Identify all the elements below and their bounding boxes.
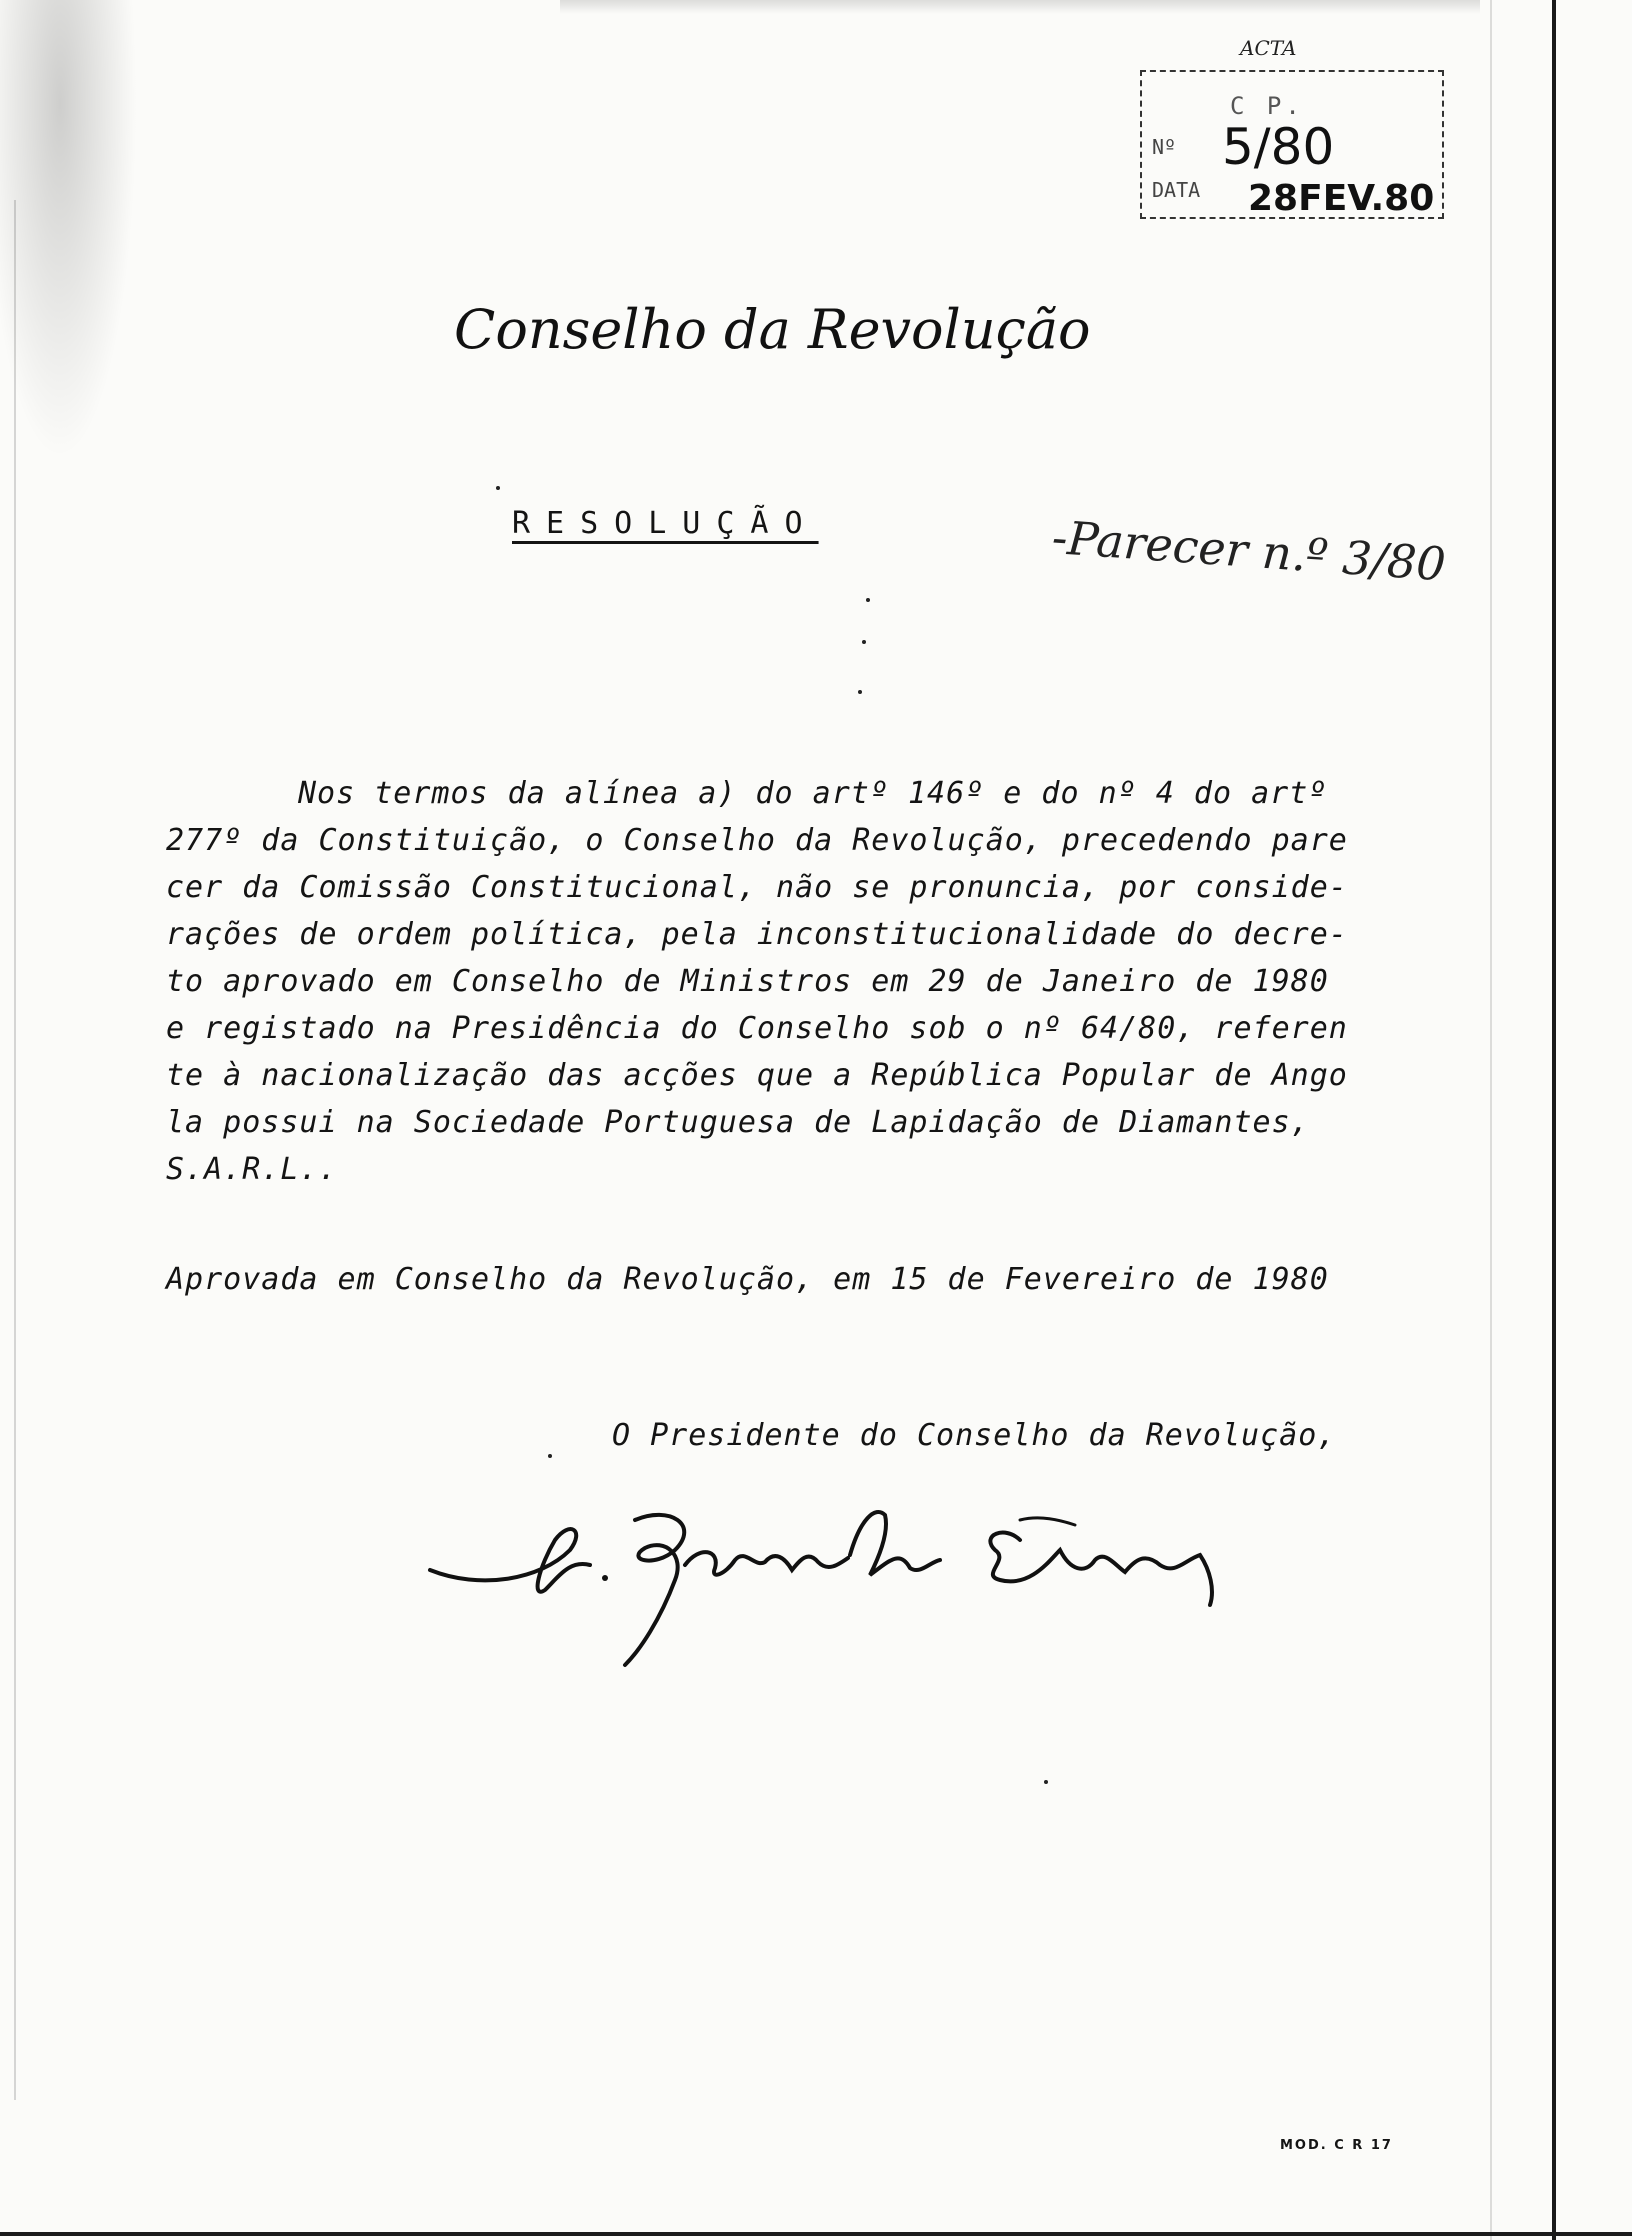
stray-mark xyxy=(862,640,866,644)
scan-edge-faint xyxy=(1490,0,1492,2240)
scan-edge-bottom xyxy=(0,2232,1632,2236)
letterhead: Conselho da Revolução xyxy=(454,298,1091,361)
stray-mark xyxy=(858,690,862,694)
body-line: la possui na Sociedade Portuguesa de Lapidação de Diamantes, xyxy=(166,1105,1310,1140)
body-line: 277º da Constituição, o Conselho da Revolução, precedendo pare xyxy=(166,823,1348,858)
body-line: e registado na Presidência do Conselho sob o nº 64/80, referen xyxy=(166,1011,1348,1046)
stray-mark xyxy=(548,1454,552,1458)
stamp-top-mark: C P. xyxy=(1230,92,1304,120)
stamp-date-label: DATA xyxy=(1152,178,1201,202)
scan-noise xyxy=(0,0,150,520)
stray-mark xyxy=(1044,1780,1048,1784)
stray-mark xyxy=(866,598,870,602)
resolution-body xyxy=(166,770,1426,1193)
approval-line: Aprovada em Conselho da Revolução, em 15 de Fevereiro de 1980 xyxy=(166,1262,1329,1297)
handwritten-annotation: -Parecer n.º 3/80 xyxy=(1050,510,1448,592)
stray-mark xyxy=(496,486,500,490)
scan-edge-left xyxy=(14,200,16,2100)
body-line: Nos termos da alínea a) do artº 146º e do nº 4 do artº xyxy=(298,776,1328,811)
stamp-header: ACTA xyxy=(1240,36,1297,60)
body-line: cer da Comissão Constitucional, não se pronuncia, por conside- xyxy=(166,870,1348,905)
stamp-number-label: Nº xyxy=(1152,135,1177,159)
stamp-number: 5/80 xyxy=(1222,118,1335,176)
body-line: to aprovado em Conselho de Ministros em 29 de Janeiro de 1980 xyxy=(166,964,1329,999)
signature xyxy=(420,1480,1380,1680)
body-line: rações de ordem política, pela inconstitucionalidade do decre- xyxy=(166,917,1348,952)
scan-noise-top xyxy=(560,0,1480,14)
document-title: RESOLUÇÃO xyxy=(512,506,819,541)
stamp-date: 28FEV.80 xyxy=(1248,178,1435,219)
scan-edge-right xyxy=(1552,0,1556,2240)
form-code: MOD. C R 17 xyxy=(1280,2138,1393,2153)
body-line: S.A.R.L.. xyxy=(166,1152,338,1187)
body-line: te à nacionalização das acções que a República Popular de Ango xyxy=(166,1058,1348,1093)
signatory-title: O Presidente do Conselho da Revolução, xyxy=(612,1418,1337,1453)
